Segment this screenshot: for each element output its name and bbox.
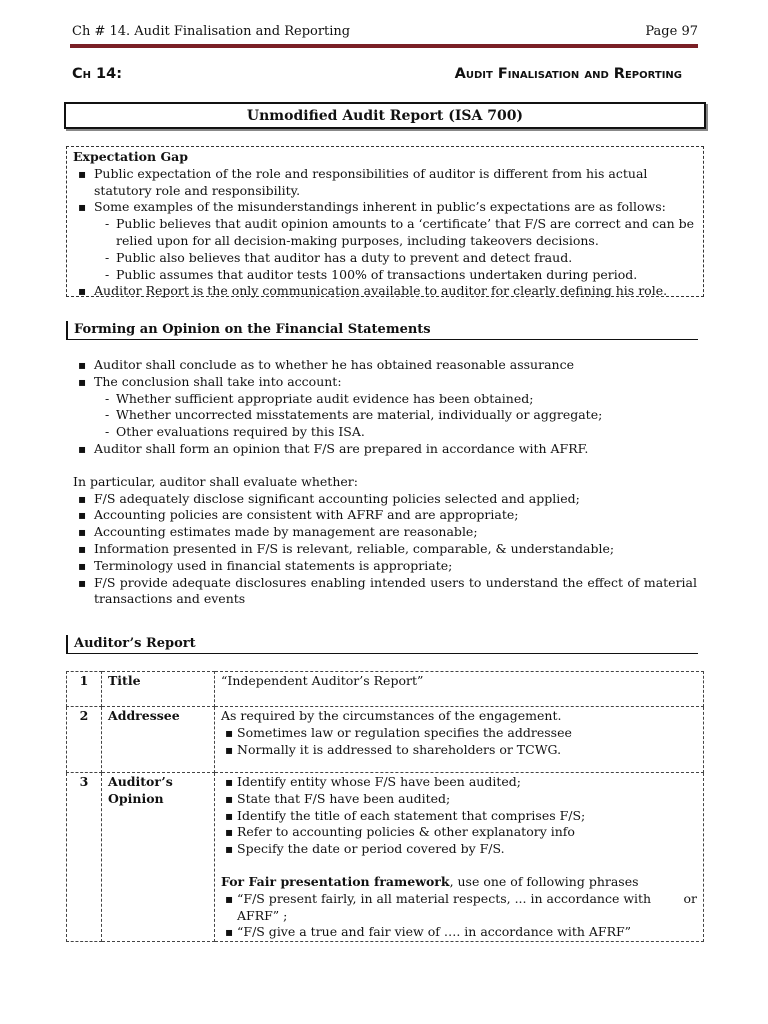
list-item: ▪ Auditor shall conclude as to whether he has obtained reasonable assurance <box>73 357 697 374</box>
list-item: ▪ Terminology used in financial statements is appropriate; <box>73 558 697 575</box>
list-item: ▪ Public expectation of the role and responsibilities of auditor is different from his actual statutory role and responsibility. <box>73 166 697 200</box>
page-number: Page 97 <box>645 24 698 39</box>
auditors-report-heading: Auditor’s Report <box>66 635 698 654</box>
row-content: “Independent Auditor’s Report” <box>215 672 704 707</box>
sub-list-item: - Public believes that audit opinion amounts to a ‘certificate’ that F/S are correct and can be relied upon for all decision-making purposes, including takeovers decisions. <box>94 216 697 250</box>
chapter-number: Ch 14: <box>72 66 123 82</box>
framework-note: For Fair presentation framework, use one of following phrases <box>221 873 639 889</box>
forming-opinion-section <box>73 357 697 608</box>
row-field: Addressee <box>102 707 215 773</box>
list-item: ▪ “F/S give a true and fair view of …. in accordance with AFRF” <box>221 924 697 941</box>
list-item: ▪ Identify the title of each statement that comprises F/S; <box>221 808 697 825</box>
sub-list <box>94 216 697 283</box>
opinion-elements-list <box>221 774 697 858</box>
addressee-list <box>221 725 697 759</box>
table-row <box>67 773 704 942</box>
list-item: ▪ Refer to accounting policies & other explanatory info <box>221 824 697 841</box>
list-item: ▪ Information presented in F/S is relevant, reliable, comparable, & understandable; <box>73 541 697 558</box>
row-content <box>215 773 704 942</box>
row-number: 3 <box>67 773 102 942</box>
expectation-gap-box <box>66 146 704 297</box>
list-item: ▪ Some examples of the misunderstandings inherent in public’s expectations are as follows: - Public believes that audit opinion amounts to a ‘certificate’ that F/S are correct and can be relied upon for all decision-making purposes, including takeovers decisions. - Public also believes that auditor has a duty to prevent and detect fraud. - Public assumes that auditor tests 100% of transactions undertaken during period. <box>73 199 697 283</box>
sub-list-item: - Whether uncorrected misstatements are material, individually or aggregate; <box>94 407 697 424</box>
header-rule <box>70 44 698 48</box>
row-number: 1 <box>67 672 102 707</box>
auditors-report-table <box>66 671 704 942</box>
forming-opinion-heading: Forming an Opinion on the Financial Statements <box>66 321 698 340</box>
sub-list-item: - Other evaluations required by this ISA. <box>94 424 697 441</box>
list-item: ▪ F/S provide adequate disclosures enabling intended users to understand the effect of material transactions and events <box>73 575 697 609</box>
list-item: ▪ Normally it is addressed to shareholders or TCWG. <box>221 742 697 759</box>
list-item: ▪ Accounting estimates made by management are reasonable; <box>73 524 697 541</box>
list-item: ▪ State that F/S have been audited; <box>221 791 697 808</box>
list-item: ▪ “F/S present fairly, in all material respects, ... in accordance with AFRF” ; or <box>221 891 697 925</box>
chapter-title: Audit Finalisation and Reporting <box>454 66 682 82</box>
expectation-gap-list <box>73 166 697 300</box>
expectation-gap-title: Expectation Gap <box>73 149 188 164</box>
list-item: ▪ Sometimes law or regulation specifies the addressee <box>221 725 697 742</box>
list-item: ▪ Identify entity whose F/S have been audited; <box>221 774 697 791</box>
list-item: ▪ The conclusion shall take into account: - Whether sufficient appropriate audit evidence has been obtained; - Whether uncorrected misstatements are material, individually or aggregate; - Other evaluations required by this ISA. <box>73 374 697 441</box>
chapter-heading <box>72 66 682 83</box>
list-item: ▪ Auditor Report is the only communication available to auditor for clearly defining his role. <box>73 283 697 300</box>
running-title: Ch # 14. Audit Finalisation and Reporting <box>72 24 351 39</box>
table-row <box>67 672 704 707</box>
table-row <box>67 707 704 773</box>
sub-list-item: - Public also believes that auditor has a duty to prevent and detect fraud. <box>94 250 697 267</box>
row-field: Auditor’s Opinion <box>102 773 215 942</box>
opinion-list <box>73 357 697 458</box>
row-field: Title <box>102 672 215 707</box>
row-content: As required by the circumstances of the engagement. ▪ Sometimes law or regulation specifies the addressee ▪ Normally it is addressed to shareholders or TCWG. <box>215 707 704 773</box>
list-item: ▪ Specify the date or period covered by F/S. <box>221 841 697 858</box>
sub-list-item: - Public assumes that auditor tests 100% of transactions undertaken during period. <box>94 267 697 284</box>
evaluate-intro: In particular, auditor shall evaluate whether: <box>73 473 358 489</box>
running-header <box>72 24 698 41</box>
evaluate-list <box>73 491 697 609</box>
main-title: Unmodified Audit Report (ISA 700) <box>64 102 706 129</box>
phrase-list <box>221 891 697 941</box>
row-number: 2 <box>67 707 102 773</box>
list-item: ▪ F/S adequately disclose significant accounting policies selected and applied; <box>73 491 697 508</box>
sub-list <box>94 391 697 441</box>
list-item: ▪ Accounting policies are consistent with AFRF and are appropriate; <box>73 507 697 524</box>
list-item: ▪ Auditor shall form an opinion that F/S are prepared in accordance with AFRF. <box>73 441 697 458</box>
sub-list-item: - Whether sufficient appropriate audit evidence has been obtained; <box>94 391 697 408</box>
